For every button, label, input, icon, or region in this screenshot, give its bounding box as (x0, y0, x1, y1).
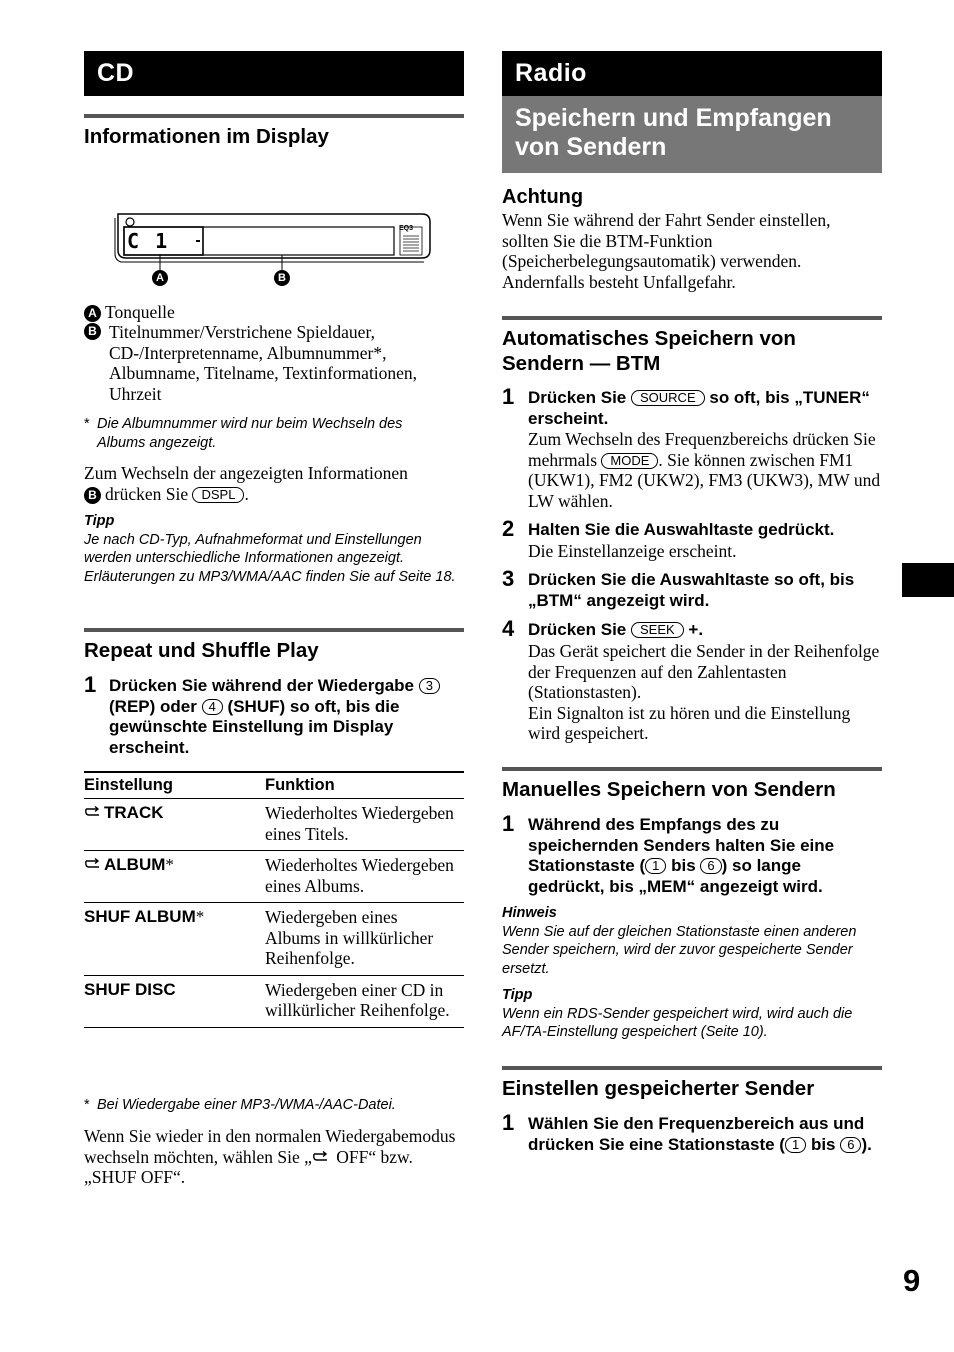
hint-heading: Hinweis (502, 905, 557, 921)
setting-label: ALBUM (104, 855, 166, 874)
footnote-text: Bei Wiedergabe einer MP3-/WMA-/AAC-Datei. (97, 1097, 396, 1113)
step-btm-3: Drücken Sie die Auswahltaste so oft, bis „BTM“ angezeigt wird. (528, 570, 855, 610)
footnote-mark: * (84, 1097, 90, 1113)
section-title-manual: Manuelles Speichern von Sendern (502, 767, 882, 802)
hint-manual (502, 904, 877, 978)
eq-badge: EQ3 (399, 225, 414, 232)
repeat-icon (84, 803, 104, 823)
setting-cell (84, 851, 265, 903)
step-text: Wählen Sie den Frequenzbereich aus und drücken Sie eine Stationstaste ( (528, 1114, 865, 1154)
display-instruction (84, 463, 464, 504)
step-number: 1 (502, 811, 515, 836)
step-text-2: bis (671, 856, 696, 875)
table-header-function: Funktion (265, 772, 464, 799)
table-row (84, 903, 464, 976)
tip-display (84, 512, 464, 586)
section-title-btm: Automatisches Speichern von Sendern — BTM (502, 316, 882, 376)
table-row (84, 975, 464, 1027)
setting-cell (84, 903, 265, 976)
hint-text: Wenn Sie auf der gleichen Stationstaste einen anderen Sender speichern, wird der zuvor gespeicherte Sender ersetzt. (502, 923, 857, 977)
step-number: 1 (502, 1110, 515, 1135)
repeat-icon (84, 855, 104, 875)
step-text-3: (SHUF) so oft, bis die gewünschte Einstellung im Display erscheint. (109, 696, 400, 757)
caution-text: Wenn Sie während der Fahrt Sender einstellen, sollten Sie die BTM-Funktion (Speicherbelegungsautomatik) verwenden. Andernfalls besteht Unfallgefahr. (502, 210, 831, 292)
repeat-off-instruction (84, 1126, 464, 1188)
seek-button[interactable]: SEEK (631, 622, 684, 638)
callout-a-icon: A (84, 305, 101, 322)
step-btm-2: Halten Sie die Auswahltaste gedrückt. (528, 520, 835, 539)
callout-marker-b: B (278, 272, 286, 284)
callout-marker-a: A (156, 272, 164, 284)
footnote-text: Die Albumnummer wird nur beim Wechseln des Albums angezeigt. (97, 416, 403, 451)
function-cell: Wiederholtes Wiedergeben eines Titels. (265, 799, 464, 851)
function-cell: Wiedergeben eines Albums in willkürlicher Reihenfolge. (265, 903, 464, 976)
table-row (84, 799, 464, 851)
step-number: 3 (502, 566, 515, 591)
setting-cell (84, 975, 265, 1027)
step-text-2: +. (688, 620, 704, 639)
step-btm-4-body (528, 641, 882, 744)
step-manual-1 (528, 815, 882, 897)
caution-heading: Achtung (502, 186, 584, 208)
tip-heading: Tipp (84, 513, 115, 529)
step-text: Drücken Sie (528, 620, 627, 639)
step-number: 4 (502, 616, 515, 641)
step-text-3: ) so lange gedrückt, bis „MEM“ angezeigt wird. (528, 856, 823, 896)
table-header-setting: Einstellung (84, 772, 265, 799)
setting-label: TRACK (104, 803, 164, 822)
step-repeat-shuffle (109, 676, 465, 758)
instruction-text: Zum Wechseln der angezeigten Informationen (84, 463, 408, 483)
callout-b-icon: B (84, 323, 101, 340)
footnote-mp3 (84, 1096, 464, 1115)
rep-button-3[interactable]: 3 (419, 678, 440, 694)
footnote-mark: * (84, 416, 90, 432)
section-title-display: Informationen im Display (84, 114, 464, 149)
section-title-tune: Einstellen gespeicherter Sender (502, 1066, 882, 1101)
step-text: Drücken Sie während der Wiedergabe (109, 676, 414, 695)
page-number: 9 (903, 1263, 921, 1298)
mode-button[interactable]: MODE (601, 453, 658, 469)
step-body-text: Das Gerät speichert die Sender in der Reihenfolge der Frequenzen auf den Zahlentasten (Stationstasten). (528, 641, 880, 702)
tip-heading: Tipp (502, 987, 533, 1003)
step-body-text-2: Ein Signalton ist zu hören und die Einstellung wird gespeichert. (528, 702, 851, 743)
callout-legend-b (84, 322, 454, 404)
display-readout: C 1 (127, 229, 170, 253)
step-btm-1 (528, 388, 882, 429)
setting-star: * (165, 855, 174, 874)
step-text-3: ). (861, 1134, 872, 1154)
table-header-row (84, 772, 464, 799)
tip-text: Wenn ein RDS-Sender gespeichert wird, wird auch die AF/TA-Einstellung gespeichert (Seite 10). (502, 1005, 853, 1040)
chapter-title-cd: CD (84, 51, 464, 96)
display-illustration (112, 210, 432, 290)
step-number: 1 (502, 384, 515, 409)
function-cell: Wiedergeben einer CD in willkürlicher Reihenfolge. (265, 975, 464, 1027)
tip-text: Je nach CD-Typ, Aufnahmeformat und Einstellungen werden unterschiedliche Informationen angezeigt. Erläuterungen zu MP3/WMA/AAC finden Sie auf Seite 18. (84, 531, 456, 585)
closing-text: Wenn Sie wieder in den normalen Wiedergabemodus wechseln möchten, wählen Sie „ (84, 1126, 456, 1167)
preset-button-6[interactable]: 6 (700, 858, 721, 874)
play-mode-table (84, 771, 464, 1028)
callout-b-inline-icon: B (84, 487, 101, 504)
section-side-tab (902, 563, 954, 597)
repeat-icon (312, 1147, 332, 1168)
function-cell: Wiederholtes Wiedergeben eines Albums. (265, 851, 464, 903)
step-body-text: Zum Wechseln des Frequenzbereichs drücken Sie mehrmals (528, 429, 876, 470)
callout-a-text: Tonquelle (105, 302, 175, 322)
setting-cell (84, 799, 265, 851)
preset-button-6[interactable]: 6 (840, 1137, 861, 1153)
instruction-text-2: drücken Sie (105, 483, 189, 504)
instruction-period: . (244, 483, 249, 504)
chapter-title-radio: Radio (502, 51, 882, 96)
preset-button-1[interactable]: 1 (785, 1137, 806, 1153)
source-button[interactable]: SOURCE (631, 390, 705, 406)
setting-star: * (195, 907, 205, 926)
step-text-2: bis (810, 1134, 836, 1154)
subchapter-title: Speichern und Empfangen von Sendern (502, 96, 882, 173)
shuf-button-4[interactable]: 4 (202, 699, 223, 715)
step-btm-2-body: Die Einstellanzeige erscheint. (528, 541, 737, 561)
callout-legend-a (84, 302, 464, 323)
footnote-album-number (84, 415, 454, 452)
step-number: 2 (502, 516, 515, 541)
step-text-2: so oft, bis „TUNER“ erscheint. (528, 388, 870, 428)
table-row (84, 851, 464, 903)
setting-label: SHUF ALBUM (84, 907, 196, 926)
step-btm-1-body (528, 429, 882, 511)
step-text-2: (REP) oder (109, 696, 197, 716)
setting-label: SHUF DISC (84, 979, 176, 999)
step-tune-1 (528, 1114, 882, 1155)
step-text: Drücken Sie (528, 388, 627, 407)
step-body-text-2: . Sie können zwischen FM1 (UKW1), FM2 (UKW2), FM3 (UKW3), MW und LW wählen. (528, 449, 881, 511)
closing-text-2: OFF“ bzw. „SHUF OFF“. (84, 1146, 413, 1187)
preset-button-1[interactable]: 1 (645, 858, 666, 874)
tip-manual (502, 986, 877, 1042)
step-btm-4 (528, 620, 882, 641)
step-number: 1 (84, 672, 97, 697)
callout-b-text: Titelnummer/Verstrichene Spieldauer, CD-/Interpretenname, Albumnummer*, Albumname, Titelname, Textinformationen, Uhrzeit (109, 322, 418, 404)
section-title-repeat-shuffle: Repeat und Shuffle Play (84, 628, 464, 663)
step-text: Während des Empfangs des zu speichernden Senders halten Sie eine Stationstaste ( (528, 815, 835, 875)
dspl-button[interactable]: DSPL (192, 487, 244, 503)
